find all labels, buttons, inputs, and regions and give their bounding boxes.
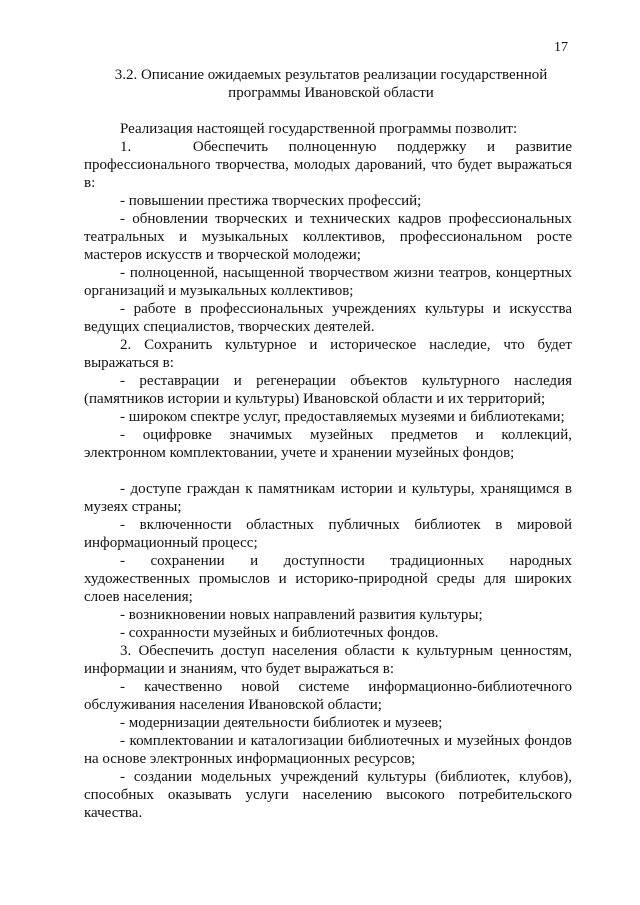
paragraph-item: - возникновении новых направлений развития культуры; [120, 607, 483, 623]
paragraph-item: - обновлении творческих и технических кадров профессиональных театральных и музыкальных коллективов, профессиональном росте мастеров искусств и творческой молодежи; [84, 211, 572, 263]
paragraph-gap [84, 462, 572, 480]
paragraph-item: - модернизации деятельности библиотек и музеев; [120, 715, 443, 731]
paragraph-item: - доступе граждан к памятникам истории и культуры, хранящимся в музеях страны; [84, 481, 572, 515]
paragraph-item: - создании модельных учреждений культуры (библиотек, клубов), способных оказывать услуги населению высокого потребительского качества. [84, 769, 572, 821]
page-number: 17 [554, 40, 568, 55]
paragraph-intro: Реализация настоящей государственной программы позволит: [120, 121, 518, 137]
paragraph-item: - включенности областных публичных библиотек в мировой информационный процесс; [84, 517, 572, 551]
paragraph-item: - широком спектре услуг, предоставляемых музеями и библиотеками; [120, 409, 565, 425]
paragraph-item: - сохранности музейных и библиотечных фондов. [120, 625, 439, 641]
paragraph-item: - повышении престижа творческих профессий; [120, 193, 422, 209]
paragraph-goal-1: 1. Обеспечить полноценную поддержку и развитие профессионального творчества, молодых дарований, что будет выражаться в: [84, 139, 572, 191]
paragraph-group-top [84, 120, 572, 462]
paragraph-item: - реставрации и регенерации объектов культурного наследия (памятников истории и культуры) Ивановской области и их территорий; [84, 373, 572, 407]
document-body [84, 120, 572, 822]
paragraph-item: - полноценной, насыщенной творчеством жизни театров, концертных организаций и музыкальных коллективов; [84, 265, 572, 299]
paragraph-group-bottom [84, 480, 572, 822]
paragraph-goal-3: 3. Обеспечить доступ населения области к культурным ценностям, информации и знаниям, что будет выражаться в: [84, 643, 572, 677]
paragraph-item: - комплектовании и каталогизации библиотечных и музейных фондов на основе электронных информационных ресурсов; [84, 733, 572, 767]
section-title: 3.2. Описание ожидаемых результатов реализации государственной программы Ивановской области [114, 67, 548, 101]
paragraph-item: - качественно новой системе информационно-библиотечного обслуживания населения Ивановской области; [84, 679, 572, 713]
paragraph-item: - работе в профессиональных учреждениях культуры и искусства ведущих специалистов, творческих деятелей. [84, 301, 572, 335]
paragraph-item: - сохранении и доступности традиционных народных художественных промыслов и историко-природной среды для широких слоев населения; [84, 553, 572, 605]
paragraph-item: - оцифровке значимых музейных предметов и коллекций, электронном комплектовании, учете и хранении музейных фондов; [84, 427, 572, 461]
paragraph-goal-2: 2. Сохранить культурное и историческое наследие, что будет выражаться в: [84, 337, 572, 371]
